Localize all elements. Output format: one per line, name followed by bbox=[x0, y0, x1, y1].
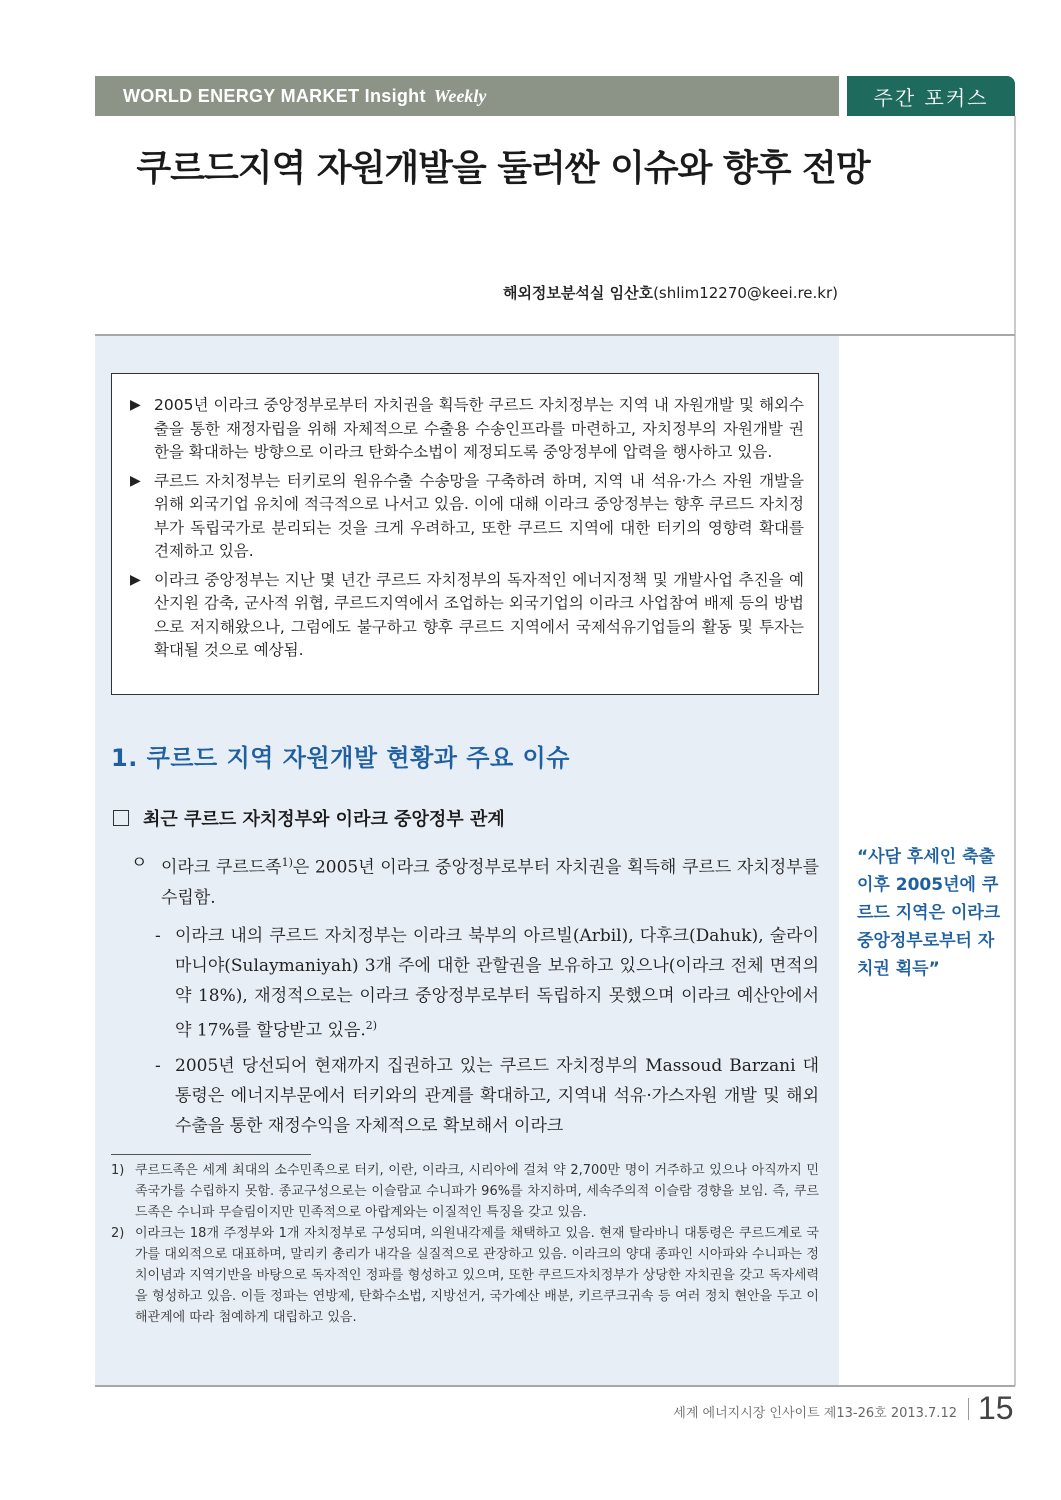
summary-item bbox=[130, 394, 804, 465]
author-name: 해외정보분석실 임산호 bbox=[502, 284, 654, 302]
triangle-bullet-icon: ▶ bbox=[130, 472, 141, 489]
summary-item bbox=[130, 569, 804, 663]
footnote-text: 쿠르드족은 세계 최대의 소수민족으로 터키, 이란, 이라크, 시리아에 걸쳐 약 2,700만 명이 거주하고 있으나 아직까지 민족국가를 수립하지 못함. 종교구성으로는 이슬람교 수니파가 96%를 차지하며, 세속주의적 이슬람 경향을 보임. 즉, 쿠르드족은 수니파 무슬림이지만 민족적으로 아랍계와는 이질적인 특징을 갖고 있음. bbox=[135, 1163, 819, 1220]
publication-name: WORLD ENERGY MARKET Insight bbox=[123, 85, 426, 106]
subheading-text: 최근 쿠르드 자치정부와 이라크 중앙정부 관계 bbox=[143, 809, 505, 830]
summary-text: 쿠르드 자치정부는 터키로의 원유수출 수송망을 구축하려 하며, 지역 내 석유·가스 자원 개발을 위해 외국기업 유치에 적극적으로 나서고 있음. 이에 대해 이라크 중앙정부는 향후 쿠르드 자치정부가 독립국가로 분리되는 것을 크게 우려하고, 또한 쿠르드 지역에 대한 터키의 영향력 확대를 견제하고 있음. bbox=[154, 471, 804, 560]
sidebar-pull-quote: “사담 후세인 축출 이후 2005년에 쿠르드 지역은 이라크 중앙정부로부터 자치권 획득” bbox=[857, 847, 1001, 979]
body-paragraph bbox=[131, 848, 819, 913]
dash-bullet: - bbox=[155, 1056, 161, 1077]
footnote-ref[interactable]: 2) bbox=[365, 1018, 378, 1032]
dash-bullet: - bbox=[155, 925, 161, 946]
summary-text: 이라크 중앙정부는 지난 몇 년간 쿠르드 자치정부의 독자적인 에너지정책 및 개발사업 추진을 예산지원 감축, 군사적 위협, 쿠르드지역에서 조업하는 외국기업의 이라크 사업참여 배제 등의 방법으로 저지해왔으나, 그럼에도 불구하고 향후 쿠르드 지역에서 국제석유기업들의 활동 및 투자는 확대될 것으로 예상됨. bbox=[154, 570, 804, 659]
paragraph-text: 이라크 쿠르드족 bbox=[161, 857, 282, 878]
paragraph-text: 이라크 내의 쿠르드 자치정부는 이라크 북부의 아르빌(Arbil), 다후크(Dahuk), 술라이마니야(Sulaymaniyah) 3개 주에 대한 관할권을 보유하고 있으나(이라크 전체 면적의 약 18%), 재정적으로는 이라크 중앙정부로부터 독립하지 못했으며 이라크 예산안에서 약 17%를 할당받고 있음. bbox=[175, 925, 819, 1041]
body-paragraph bbox=[155, 921, 819, 1046]
subheading bbox=[111, 805, 505, 831]
summary-box bbox=[111, 373, 819, 695]
author-line bbox=[503, 282, 838, 303]
footnote-text: 이라크는 18개 주정부와 1개 자치정부로 구성되며, 의원내각제를 채택하고 있음. 현재 탈라바니 대통령은 쿠르드계로 국가를 대외적으로 대표하며, 말리키 총리가 내각을 실질적으로 관장하고 있음. 이라크의 양대 종파인 시아파와 수니파는 정치이념과 지역기반을 바탕으로 독자적인 정파를 형성하고 있으며, 또한 쿠르드자치정부가 상당한 자치권을 갖고 독자세력을 형성하고 있음. 이들 정파는 연방제, 탄화수소법, 지방선거, 국가예산 배분, 키르쿠크귀속 등 여러 정치 현안을 두고 이해관계에 따라 첨예하게 대립하고 있음. bbox=[135, 1226, 819, 1325]
summary-item bbox=[130, 470, 804, 564]
summary-text: 2005년 이라크 중앙정부로부터 자치권을 획득한 쿠르드 자치정부는 지역 내 자원개발 및 해외수출을 통한 재정자립을 위해 자체적으로 수출용 수송인프라를 마련하고, 자치정부의 자원개발 권한을 확대하는 방향으로 이라크 탄화수소법이 제정되도록 중앙정부에 압력을 행사하고 있음. bbox=[154, 396, 804, 461]
triangle-bullet-icon: ▶ bbox=[130, 397, 141, 413]
footer-separator bbox=[968, 1398, 969, 1420]
footnote-ref[interactable]: 1) bbox=[281, 856, 293, 869]
paragraph-text: 은 2005년 이라크 중앙정부로부터 자치권을 획득해 쿠르드 자치정부를 수립함. bbox=[161, 857, 820, 908]
footnote-divider bbox=[111, 1154, 311, 1155]
page-number: 15 bbox=[978, 1390, 1014, 1426]
footer-issue: 세계 에너지시장 인사이트 제13-26호 2013.7.12 bbox=[673, 1406, 957, 1421]
circle-bullet: ㅇ bbox=[131, 853, 148, 873]
footnote bbox=[111, 1223, 819, 1328]
footnotes bbox=[111, 1160, 819, 1328]
paragraph-text: 2005년 당선되어 현재까지 집권하고 있는 쿠르드 자치정부의 Massoud Barzani 대통령은 에너지부문에서 터키와의 관계를 확대하고, 지역내 석유·가스자원 개발 및 해외수출을 통한 재정수익을 자체적으로 확보해서 이라크 bbox=[175, 1056, 819, 1137]
footnote-number: 2) bbox=[111, 1226, 125, 1241]
bottom-divider bbox=[95, 1385, 1015, 1387]
publication-header-bar bbox=[95, 76, 839, 116]
right-divider bbox=[1014, 116, 1016, 1386]
triangle-bullet-icon: ▶ bbox=[130, 571, 141, 588]
footnote bbox=[111, 1160, 819, 1223]
author-email: (shlim12270@keei.re.kr) bbox=[653, 284, 838, 302]
section-heading: 1. 쿠르드 지역 자원개발 현황과 주요 이슈 bbox=[111, 744, 570, 772]
body-paragraph bbox=[155, 1051, 819, 1141]
section-tab: 주간 포커스 bbox=[847, 76, 1015, 116]
footnote-number: 1) bbox=[111, 1163, 125, 1178]
page-title: 쿠르드지역 자원개발을 둘러싼 이슈와 향후 전망 bbox=[136, 148, 870, 189]
checkbox-square-icon bbox=[113, 810, 129, 826]
body-text bbox=[111, 848, 819, 1147]
publication-weekly: Weekly bbox=[433, 85, 487, 106]
